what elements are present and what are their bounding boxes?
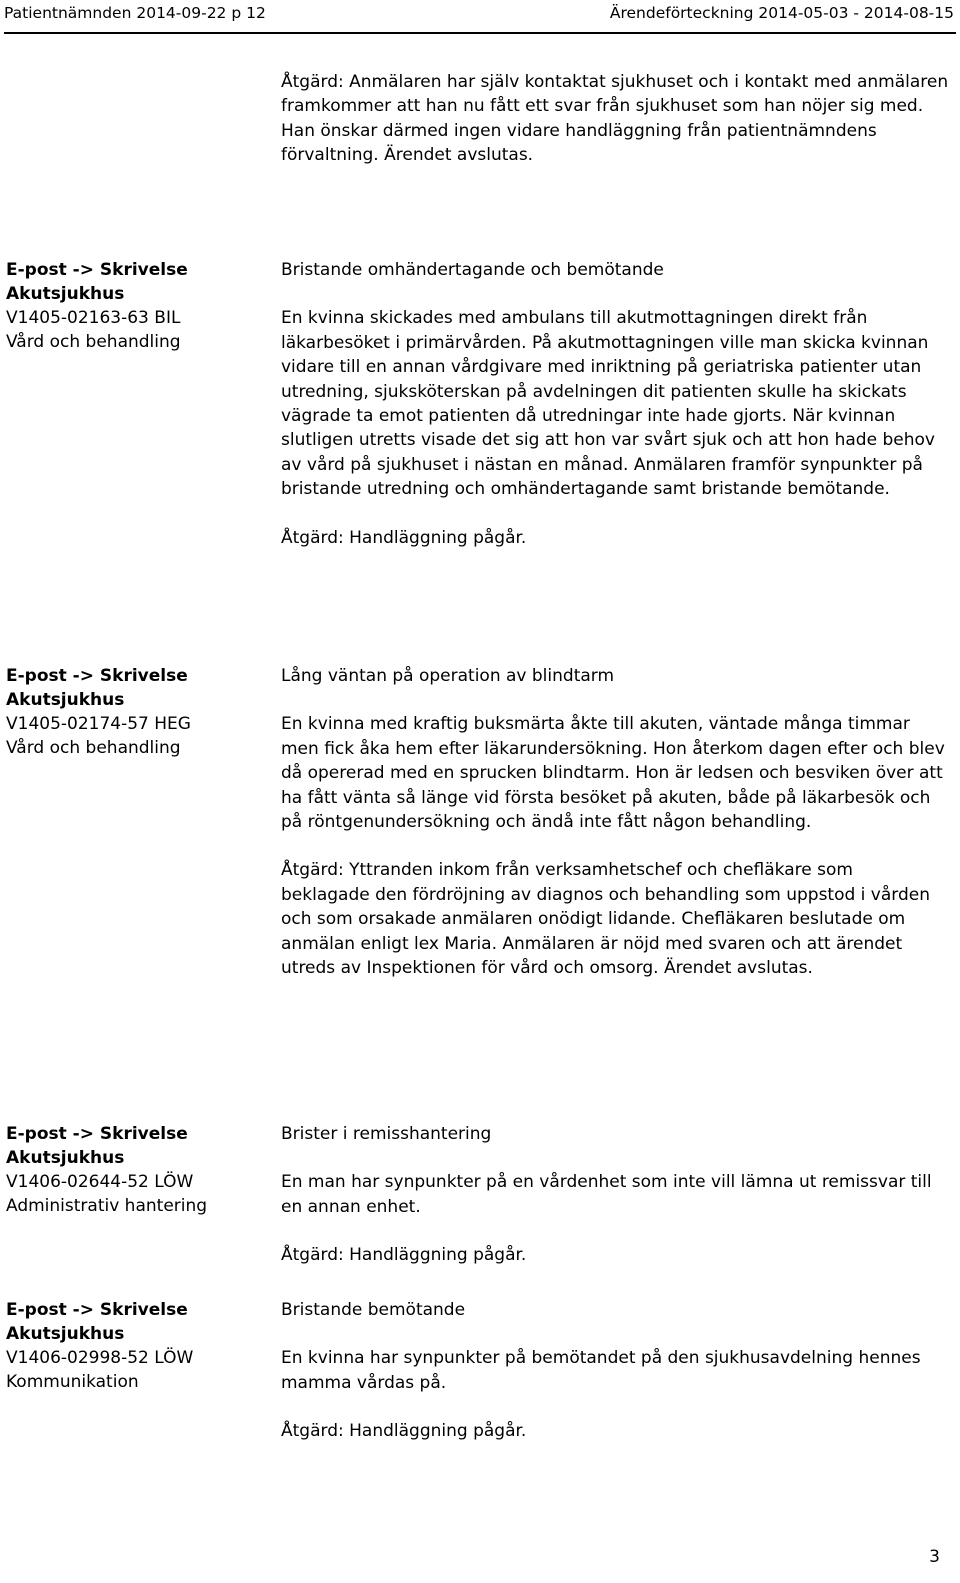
case-category: Kommunikation (6, 1372, 139, 1392)
case-id: V1406-02644-52 LÖW (6, 1172, 194, 1192)
case-title: Bristande omhändertagande och bemötande (281, 260, 664, 280)
case-unit: Akutsjukhus (6, 284, 125, 304)
case-meta (6, 1122, 266, 1218)
header-left-text: Patientnämnden 2014-09-22 p 12 (4, 4, 266, 22)
case-action: Åtgärd: Handläggning pågår. (281, 1245, 527, 1266)
case-id: V1405-02174-57 HEG (6, 714, 191, 734)
intro-action-text: Åtgärd: Anmälaren har själv kontaktat sjukhuset och i kontakt med anmälaren framkommer att han nu fått ett svar från sjukhuset som han nöjer sig med. Han önskar därmed ingen vidare handläggning från patientnämndens förvaltning. Ärendet avslutas. (281, 72, 949, 166)
page-header (4, 0, 956, 34)
case-title: Brister i remisshantering (281, 1124, 492, 1144)
case-unit: Akutsjukhus (6, 690, 125, 710)
case-title: Bristande bemötande (281, 1300, 466, 1320)
case-id: V1405-02163-63 BIL (6, 308, 181, 328)
case-body (281, 1298, 946, 1444)
case-description: En kvinna har synpunkter på bemötandet på den sjukhusavdelning hennes mamma vårdas på. (281, 1348, 921, 1393)
case-meta (6, 258, 266, 354)
case-action: Åtgärd: Handläggning pågår. (281, 1421, 527, 1442)
case-category: Administrativ hantering (6, 1196, 208, 1216)
case-meta (6, 1298, 266, 1394)
case-category: Vård och behandling (6, 738, 181, 758)
page-number: 3 (929, 1547, 940, 1567)
case-description: En kvinna med kraftig buksmärta åkte till akuten, väntade många timmar men fick åka hem efter läkarundersökning. Hon återkom dagen efter och blev då opererad med en sprucken blindtarm. Hon är ledsen och besviken över att ha fått vänta så länge vid första besöket på akuten, både på läkarbesök och på röntgenundersökning och ändå inte fått någon behandling. (281, 714, 945, 833)
case-channel: E-post -> Skrivelse (6, 1124, 188, 1144)
case-meta (6, 664, 266, 760)
case-id: V1406-02998-52 LÖW (6, 1348, 194, 1368)
case-body (281, 664, 946, 980)
case-body (281, 258, 946, 550)
case-action: Åtgärd: Handläggning pågår. (281, 527, 527, 548)
case-category: Vård och behandling (6, 332, 181, 352)
case-title: Lång väntan på operation av blindtarm (281, 666, 615, 686)
case-description: En kvinna skickades med ambulans till akutmottagningen direkt från läkarbesöket i primärvården. På akutmottagningen ville man skicka kvinnan vidare till en annan vårdgivare med inriktning på geriatriska patienter utan utredning, sjuksköterskan på avdelningen dit patienten skulle ha skickats vägrade ta emot patienten då utredningar inte hade gjorts. När kvinnan slutligen utretts visade det sig att hon var svårt sjuk och att hon hade behov av vård på sjukhuset i nästan en månad. Anmälaren framför synpunkter på bristande utredning och omhändertagande samt bristande bemötande. (281, 308, 935, 500)
case-channel: E-post -> Skrivelse (6, 260, 188, 280)
case-unit: Akutsjukhus (6, 1324, 125, 1344)
case-unit: Akutsjukhus (6, 1148, 125, 1168)
case-action: Åtgärd: Yttranden inkom från verksamhetschef och chefläkare som beklagade den fördröjning av diagnos och behandling som uppstod i vården och som orsakade anmälaren onödigt lidande. Chefläkaren beslutade om anmälan enligt lex Maria. Anmälaren är nöjd med svaren och att ärendet utreds av Inspektionen för vård och omsorg. Ärendet avslutas. (281, 860, 931, 979)
header-right-text: Ärendeförteckning 2014-05-03 - 2014-08-15 (609, 4, 954, 22)
case-channel: E-post -> Skrivelse (6, 666, 188, 686)
case-channel: E-post -> Skrivelse (6, 1300, 188, 1320)
case-body (281, 1122, 946, 1268)
case-description: En man har synpunkter på en vårdenhet som inte vill lämna ut remissvar till en annan enhet. (281, 1172, 932, 1217)
